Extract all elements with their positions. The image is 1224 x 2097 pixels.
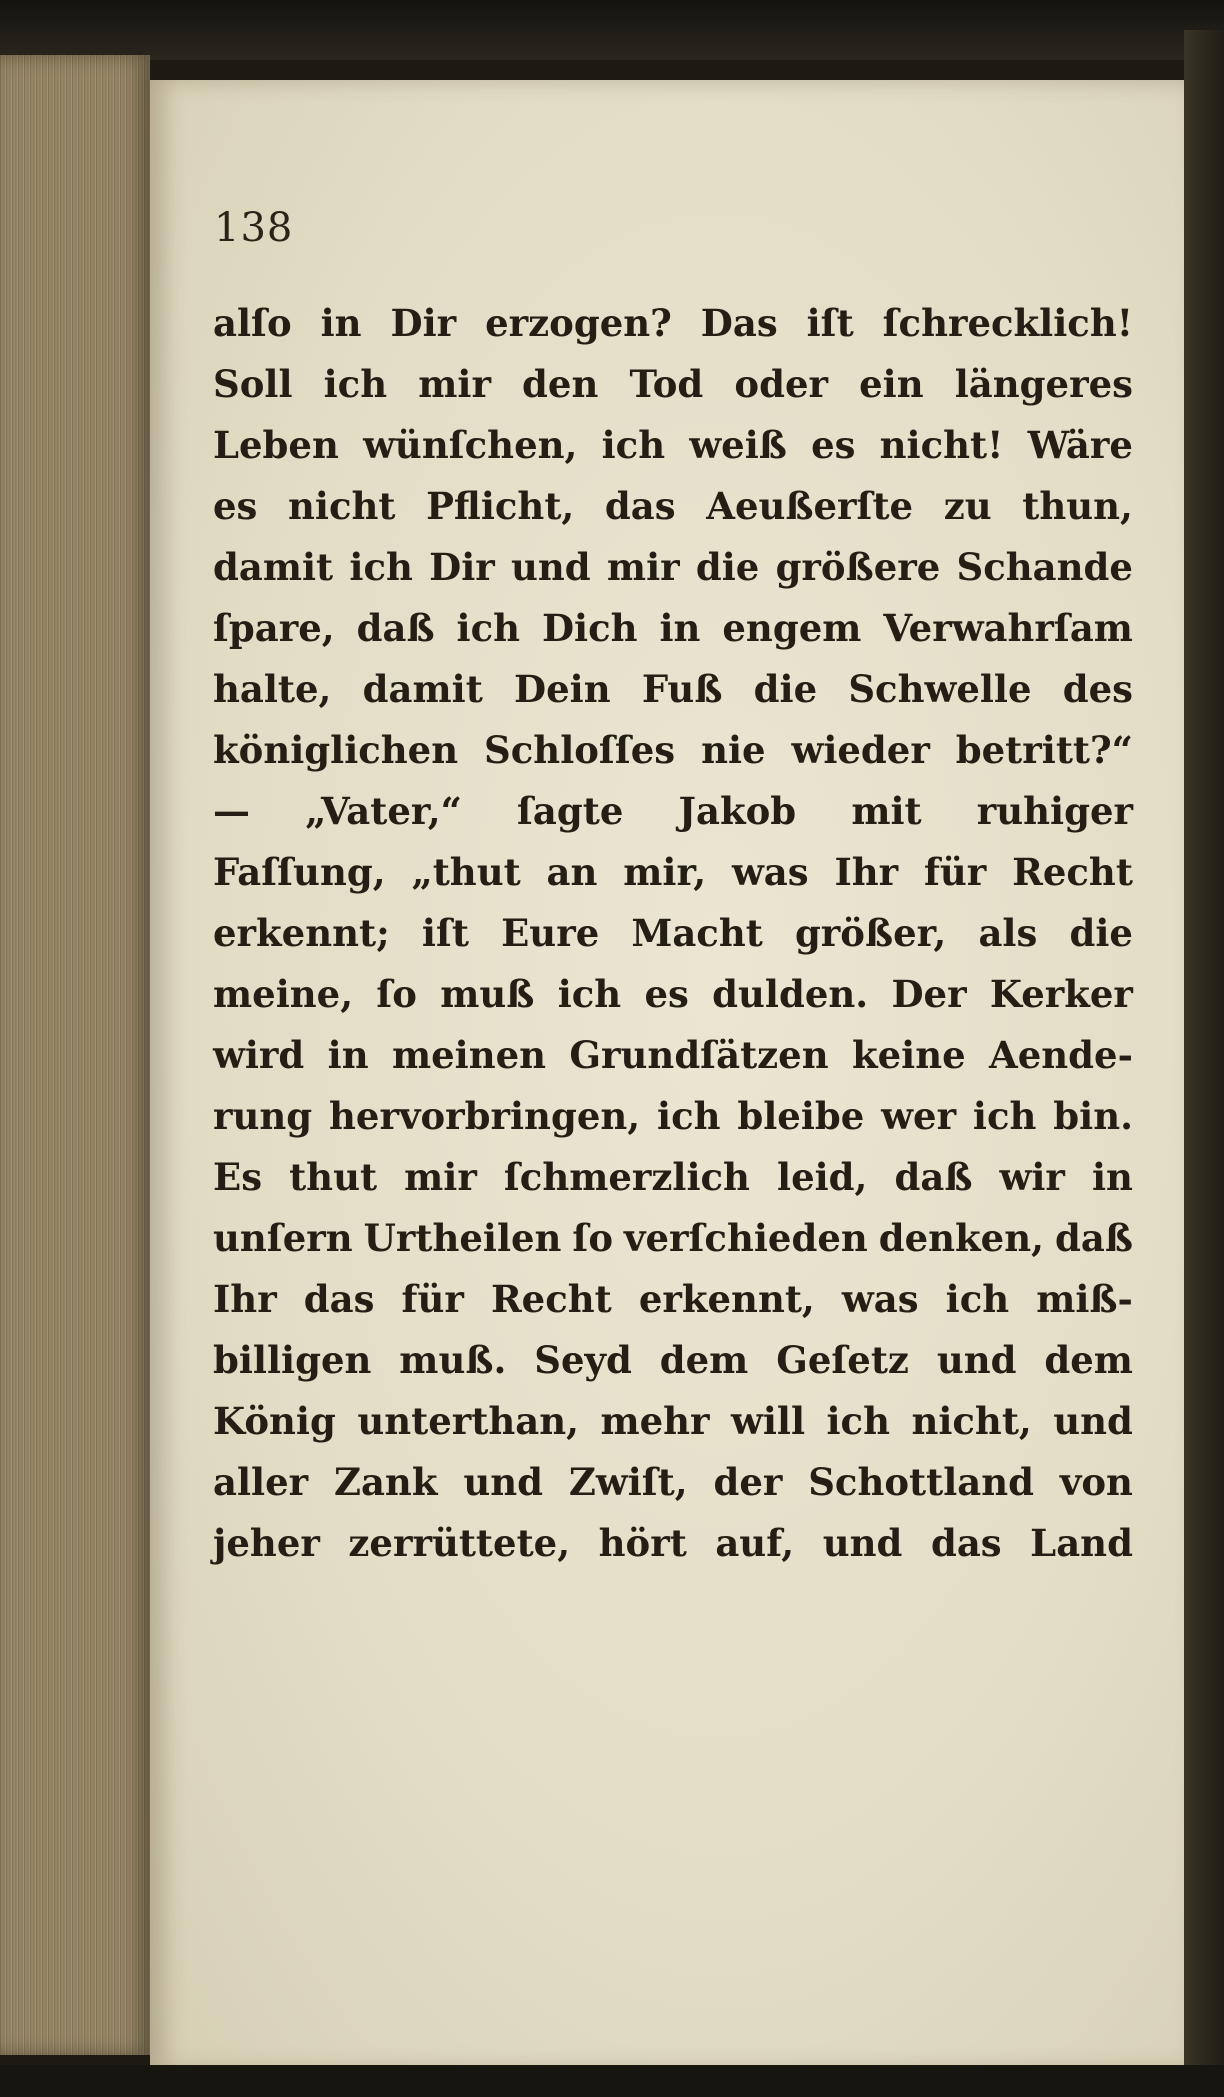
word: ich (601, 423, 666, 467)
word: nicht (288, 484, 396, 528)
word: meine, (213, 972, 354, 1016)
word: miß- (1036, 1277, 1133, 1321)
word: es (644, 972, 689, 1016)
word: ich (945, 1277, 1010, 1321)
text-line (213, 781, 1133, 842)
text-line (213, 1269, 1133, 1330)
word: Macht (631, 911, 763, 955)
text-line (213, 537, 1133, 598)
word: hervorbringen, (329, 1094, 641, 1138)
word: und (1053, 1399, 1133, 1443)
text-line (213, 1025, 1133, 1086)
word: mir, (623, 850, 707, 894)
word: muß (440, 972, 535, 1016)
word: ſchmerzlich (503, 1155, 750, 1199)
word: jeher (213, 1521, 320, 1565)
word: thun, (1022, 484, 1133, 528)
word: bleibe (737, 1094, 865, 1138)
word: Geſetz (776, 1338, 909, 1382)
word: Wäre (1027, 423, 1133, 467)
word: weiß (689, 423, 787, 467)
word: ich (456, 606, 521, 650)
word: meinen (391, 1033, 547, 1077)
word: und (463, 1460, 543, 1504)
word: Grundſätzen (569, 1033, 829, 1077)
word: ſpare, (213, 606, 335, 650)
word: das (303, 1277, 375, 1321)
page-stack-edge (0, 55, 150, 2055)
word: auf, (715, 1521, 795, 1565)
word: hört (598, 1521, 687, 1565)
word: Dir (429, 545, 495, 589)
word: den (522, 362, 599, 406)
word: ſo (376, 972, 417, 1016)
word: Pflicht, (426, 484, 575, 528)
word: Land (1030, 1521, 1133, 1565)
word: Leben (213, 423, 339, 467)
word: Schande (956, 545, 1133, 589)
word: Es (213, 1155, 263, 1199)
word: aller (213, 1460, 309, 1504)
text-line (213, 598, 1133, 659)
word: in (659, 606, 701, 650)
word: Eure (501, 911, 600, 955)
word: mehr (600, 1399, 710, 1443)
word: ich (557, 972, 622, 1016)
book-cover-edge (1184, 30, 1224, 2097)
word: für (401, 1277, 464, 1321)
word: Schloſſes (484, 728, 676, 772)
word: Aeußerſte (706, 484, 914, 528)
word: Tod (629, 362, 704, 406)
word: Ihr (213, 1277, 277, 1321)
word: Aende- (989, 1033, 1133, 1077)
word: Fuß (641, 667, 723, 711)
word: Ihr (834, 850, 899, 894)
word: in (327, 1033, 369, 1077)
word: das (930, 1521, 1002, 1565)
word: es (811, 423, 856, 467)
word: damit (362, 667, 483, 711)
word: Urtheilen (363, 1216, 562, 1260)
word: größere (775, 545, 941, 589)
word: mir (404, 1155, 477, 1199)
word: betritt?“ (955, 728, 1133, 772)
text-line (213, 1208, 1133, 1269)
word: keine (851, 1033, 966, 1077)
text-line (213, 1452, 1133, 1513)
word: und (822, 1521, 903, 1565)
word: Dich (541, 606, 638, 650)
book-top-edge (0, 0, 1224, 60)
word: muß. (399, 1338, 507, 1382)
word: zerrüttete, (348, 1521, 571, 1565)
text-line (213, 964, 1133, 1025)
word: an (546, 850, 598, 894)
word: wird (213, 1033, 305, 1077)
word: ich (657, 1094, 721, 1138)
word: die (1069, 911, 1133, 955)
word: wir (999, 1155, 1065, 1199)
word: erkennt; (213, 911, 390, 955)
word: Das (700, 301, 778, 345)
word: nie (701, 728, 766, 772)
text-line (213, 1391, 1133, 1452)
word: iſt (421, 911, 469, 955)
word: bin. (1053, 1094, 1133, 1138)
word: wieder (791, 728, 930, 772)
text-line (213, 1513, 1133, 1574)
word: Dir (390, 301, 457, 345)
word: „Vater,“ (305, 789, 462, 833)
word: in (1091, 1155, 1133, 1199)
word: ich (323, 362, 388, 406)
word: oder (734, 362, 829, 406)
word: und (936, 1338, 1017, 1382)
word: nicht, (911, 1399, 1032, 1443)
word: erkennt, (638, 1277, 815, 1321)
word: ich (349, 545, 413, 589)
word: des (1062, 667, 1133, 711)
word: ich (972, 1094, 1037, 1138)
word: Zank (333, 1460, 438, 1504)
word: Seyd (534, 1338, 632, 1382)
word: Schwelle (848, 667, 1032, 711)
word: ſagte (516, 789, 624, 833)
word: und (511, 545, 591, 589)
word: alſo (213, 301, 292, 345)
word: was (841, 1277, 919, 1321)
word: wünſchen, (363, 423, 578, 467)
word: nicht! (879, 423, 1004, 467)
word: Kerker (989, 972, 1133, 1016)
word: Der (891, 972, 967, 1016)
word: rung (213, 1094, 313, 1138)
book-bottom-edge (0, 2065, 1224, 2097)
word: Faſſung, (213, 850, 386, 894)
word: billigen (213, 1338, 372, 1382)
text-line (213, 720, 1133, 781)
word: mir (606, 545, 680, 589)
word: dulden. (712, 972, 869, 1016)
word: daß (1054, 1216, 1133, 1260)
word: ich (826, 1399, 890, 1443)
word: was (731, 850, 809, 894)
text-line (213, 903, 1133, 964)
word: will (731, 1399, 806, 1443)
text-line (213, 842, 1133, 903)
word: Recht (490, 1277, 612, 1321)
word: „thut (411, 850, 521, 894)
word: das (604, 484, 676, 528)
word: unterthan, (357, 1399, 579, 1443)
word: Schottland (808, 1460, 1035, 1504)
word: von (1059, 1460, 1133, 1504)
word: als (978, 911, 1038, 955)
word: Zwiſt, (568, 1460, 688, 1504)
word: König (213, 1399, 336, 1443)
word: thut (289, 1155, 378, 1199)
text-line (213, 1330, 1133, 1391)
word: ſchrecklich! (882, 301, 1133, 345)
page-number: 138 (214, 205, 294, 251)
text-line (213, 659, 1133, 720)
text-line (213, 1086, 1133, 1147)
text-line (213, 293, 1133, 354)
word: halte, (213, 667, 332, 711)
word: Soll (213, 362, 293, 406)
word: in (320, 301, 362, 345)
word: der (713, 1460, 783, 1504)
word: leid, (777, 1155, 868, 1199)
word: mit (851, 789, 922, 833)
word: die (753, 667, 818, 711)
word: verſchieden (623, 1216, 868, 1260)
word: ſo (572, 1216, 614, 1260)
body-text (213, 293, 1133, 1574)
word: — (213, 789, 250, 833)
word: ein (859, 362, 924, 406)
word: wer (881, 1094, 957, 1138)
word: unſern (213, 1216, 353, 1260)
word: denken, (878, 1216, 1045, 1260)
word: daß (894, 1155, 973, 1199)
word: zu (943, 484, 992, 528)
word: längeres (954, 362, 1133, 406)
text-line (213, 476, 1133, 537)
word: Jakob (678, 789, 797, 833)
word: für (923, 850, 987, 894)
text-line (213, 1147, 1133, 1208)
word: Recht (1012, 850, 1133, 894)
word: damit (213, 545, 334, 589)
word: engem (722, 606, 862, 650)
word: die (695, 545, 760, 589)
word: Dein (514, 667, 611, 711)
text-line (213, 415, 1133, 476)
word: daß (356, 606, 435, 650)
word: dem (659, 1338, 749, 1382)
word: erzogen? (485, 301, 672, 345)
word: mir (418, 362, 491, 406)
word: dem (1044, 1338, 1133, 1382)
word: königlichen (213, 728, 459, 772)
word: iſt (806, 301, 854, 345)
word: ruhiger (976, 789, 1133, 833)
word: Verwahrſam (883, 606, 1133, 650)
word: es (213, 484, 258, 528)
word: größer, (794, 911, 947, 955)
text-line (213, 354, 1133, 415)
